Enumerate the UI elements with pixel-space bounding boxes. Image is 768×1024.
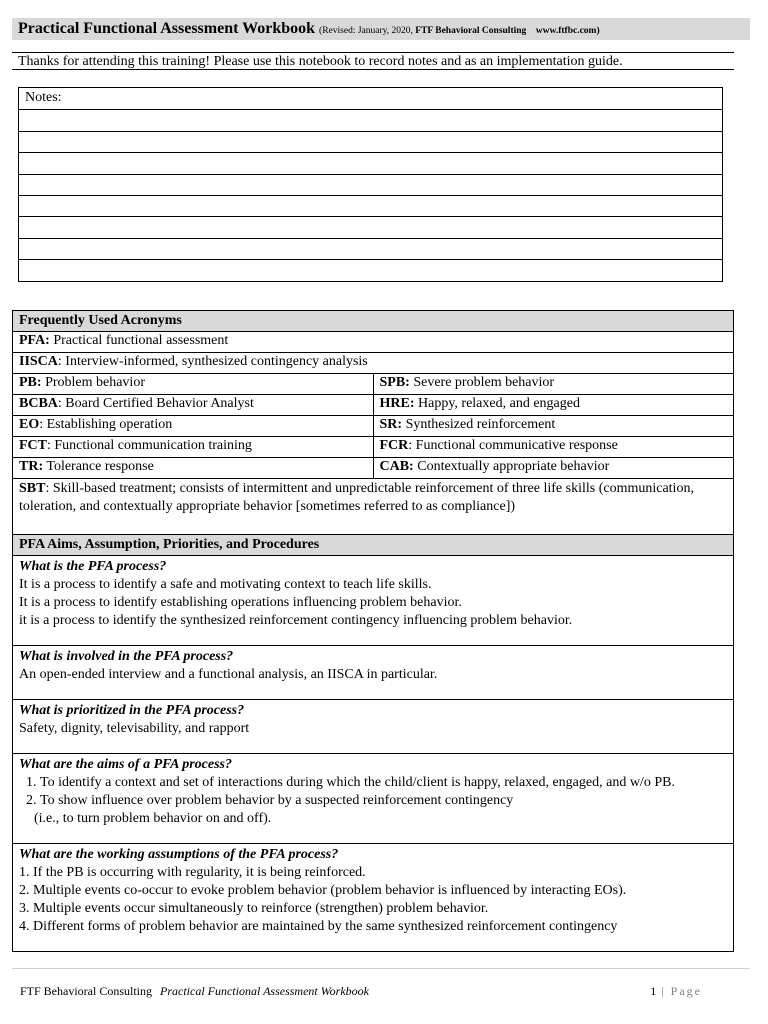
document-title: Practical Functional Assessment Workbook [18, 20, 316, 37]
pfa-heading: PFA Aims, Assumption, Priorities, and Procedures [13, 535, 734, 556]
acronym-pfa: PFA: Practical functional assessment [13, 332, 734, 353]
notes-line[interactable] [19, 238, 722, 259]
pfa-involved-section [13, 646, 734, 700]
footer-title: Practical Functional Assessment Workbook [160, 984, 369, 998]
footer-page [650, 984, 702, 999]
document-title-bar [12, 18, 750, 40]
notes-label: Notes: [25, 90, 62, 105]
notes-line[interactable] [19, 174, 722, 195]
notes-box[interactable] [18, 87, 723, 282]
pfa-assumption: 4. Different forms of problem behavior are maintained by the same synthesized reinforcement contingency [19, 919, 618, 934]
pfa-process-line: It is a process to identify establishing operations influencing problem behavior. [19, 595, 462, 610]
pfa-assumptions-question: What are the working assumptions of the PFA process? [19, 847, 339, 862]
revision-note: (Revised: January, 2020, FTF Behavioral Consulting www.ftfbc.com) [319, 26, 600, 36]
pfa-aims-question: What are the aims of a PFA process? [19, 757, 233, 772]
acronyms-and-pfa-table [12, 310, 734, 952]
header-company: FTF Behavioral Consulting [415, 26, 527, 36]
notes-line[interactable] [19, 195, 722, 216]
acronym-fcr: FCR: Functional communicative response [373, 437, 734, 458]
page-label: | Page [656, 984, 702, 998]
acronym-sbt: SBT: Skill-based treatment; consists of intermittent and unpredictable reinforcement of three life skills (communication, toleration, and contextually appropriate behavior [sometimes referred to as compliance]) [13, 479, 734, 535]
pfa-prioritized-answer: Safety, dignity, televisability, and rapport [19, 721, 250, 736]
notes-line[interactable] [19, 152, 722, 173]
notes-line[interactable] [19, 259, 722, 280]
notes-line[interactable] [19, 216, 722, 237]
intro-text: Thanks for attending this training! Please use this notebook to record notes and as an implementation guide. [12, 52, 734, 70]
footer-left [20, 984, 369, 999]
pfa-process-section [13, 556, 734, 646]
pfa-process-question: What is the PFA process? [19, 559, 167, 574]
pfa-involved-question: What is involved in the PFA process? [19, 649, 234, 664]
acronym-pb: PB: Problem behavior [13, 374, 374, 395]
pfa-assumption: 2. Multiple events co-occur to evoke problem behavior (problem behavior is influenced by interacting EOs). [19, 883, 627, 898]
header-website: www.ftfbc.com) [535, 26, 600, 36]
pfa-assumption: 1. If the PB is occurring with regularity, it is being reinforced. [19, 865, 366, 880]
pfa-aims-section [13, 754, 734, 844]
acronym-sr: SR: Synthesized reinforcement [373, 416, 734, 437]
notes-line[interactable] [19, 109, 722, 130]
pfa-aims-item: 1. To identify a context and set of interactions during which the child/client is happy, relaxed, engaged, and w/o PB. [40, 774, 727, 792]
pfa-assumptions-section [13, 844, 734, 952]
acronym-bcba: BCBA: Board Certified Behavior Analyst [13, 395, 374, 416]
acronyms-heading: Frequently Used Acronyms [13, 311, 734, 332]
notes-line[interactable] [19, 131, 722, 152]
page-number: 1 [650, 984, 657, 998]
acronym-tr: TR: Tolerance response [13, 458, 374, 479]
pfa-prioritized-question: What is prioritized in the PFA process? [19, 703, 245, 718]
footer-divider [12, 968, 750, 969]
acronym-hre: HRE: Happy, relaxed, and engaged [373, 395, 734, 416]
acronym-cab: CAB: Contextually appropriate behavior [373, 458, 734, 479]
pfa-aims-item-continued: (i.e., to turn problem behavior on and off). [34, 811, 272, 826]
pfa-process-line: It is a process to identify a safe and motivating context to teach life skills. [19, 577, 432, 592]
acronym-fct: FCT: Functional communication training [13, 437, 374, 458]
pfa-involved-answer: An open-ended interview and a functional analysis, an IISCA in particular. [19, 667, 438, 682]
pfa-prioritized-section [13, 700, 734, 754]
acronym-spb: SPB: Severe problem behavior [373, 374, 734, 395]
footer-company: FTF Behavioral Consulting [20, 984, 152, 998]
pfa-aims-item: 2. To show influence over problem behavior by a suspected reinforcement contingency [40, 792, 727, 810]
acronym-iisca: IISCA: Interview-informed, synthesized contingency analysis [13, 353, 734, 374]
pfa-aims-list [19, 774, 727, 810]
pfa-assumption: 3. Multiple events occur simultaneously to reinforce (strengthen) problem behavior. [19, 901, 489, 916]
acronym-eo: EO: Establishing operation [13, 416, 374, 437]
pfa-process-line: it is a process to identify the synthesized reinforcement contingency influencing problem behavior. [19, 613, 573, 628]
